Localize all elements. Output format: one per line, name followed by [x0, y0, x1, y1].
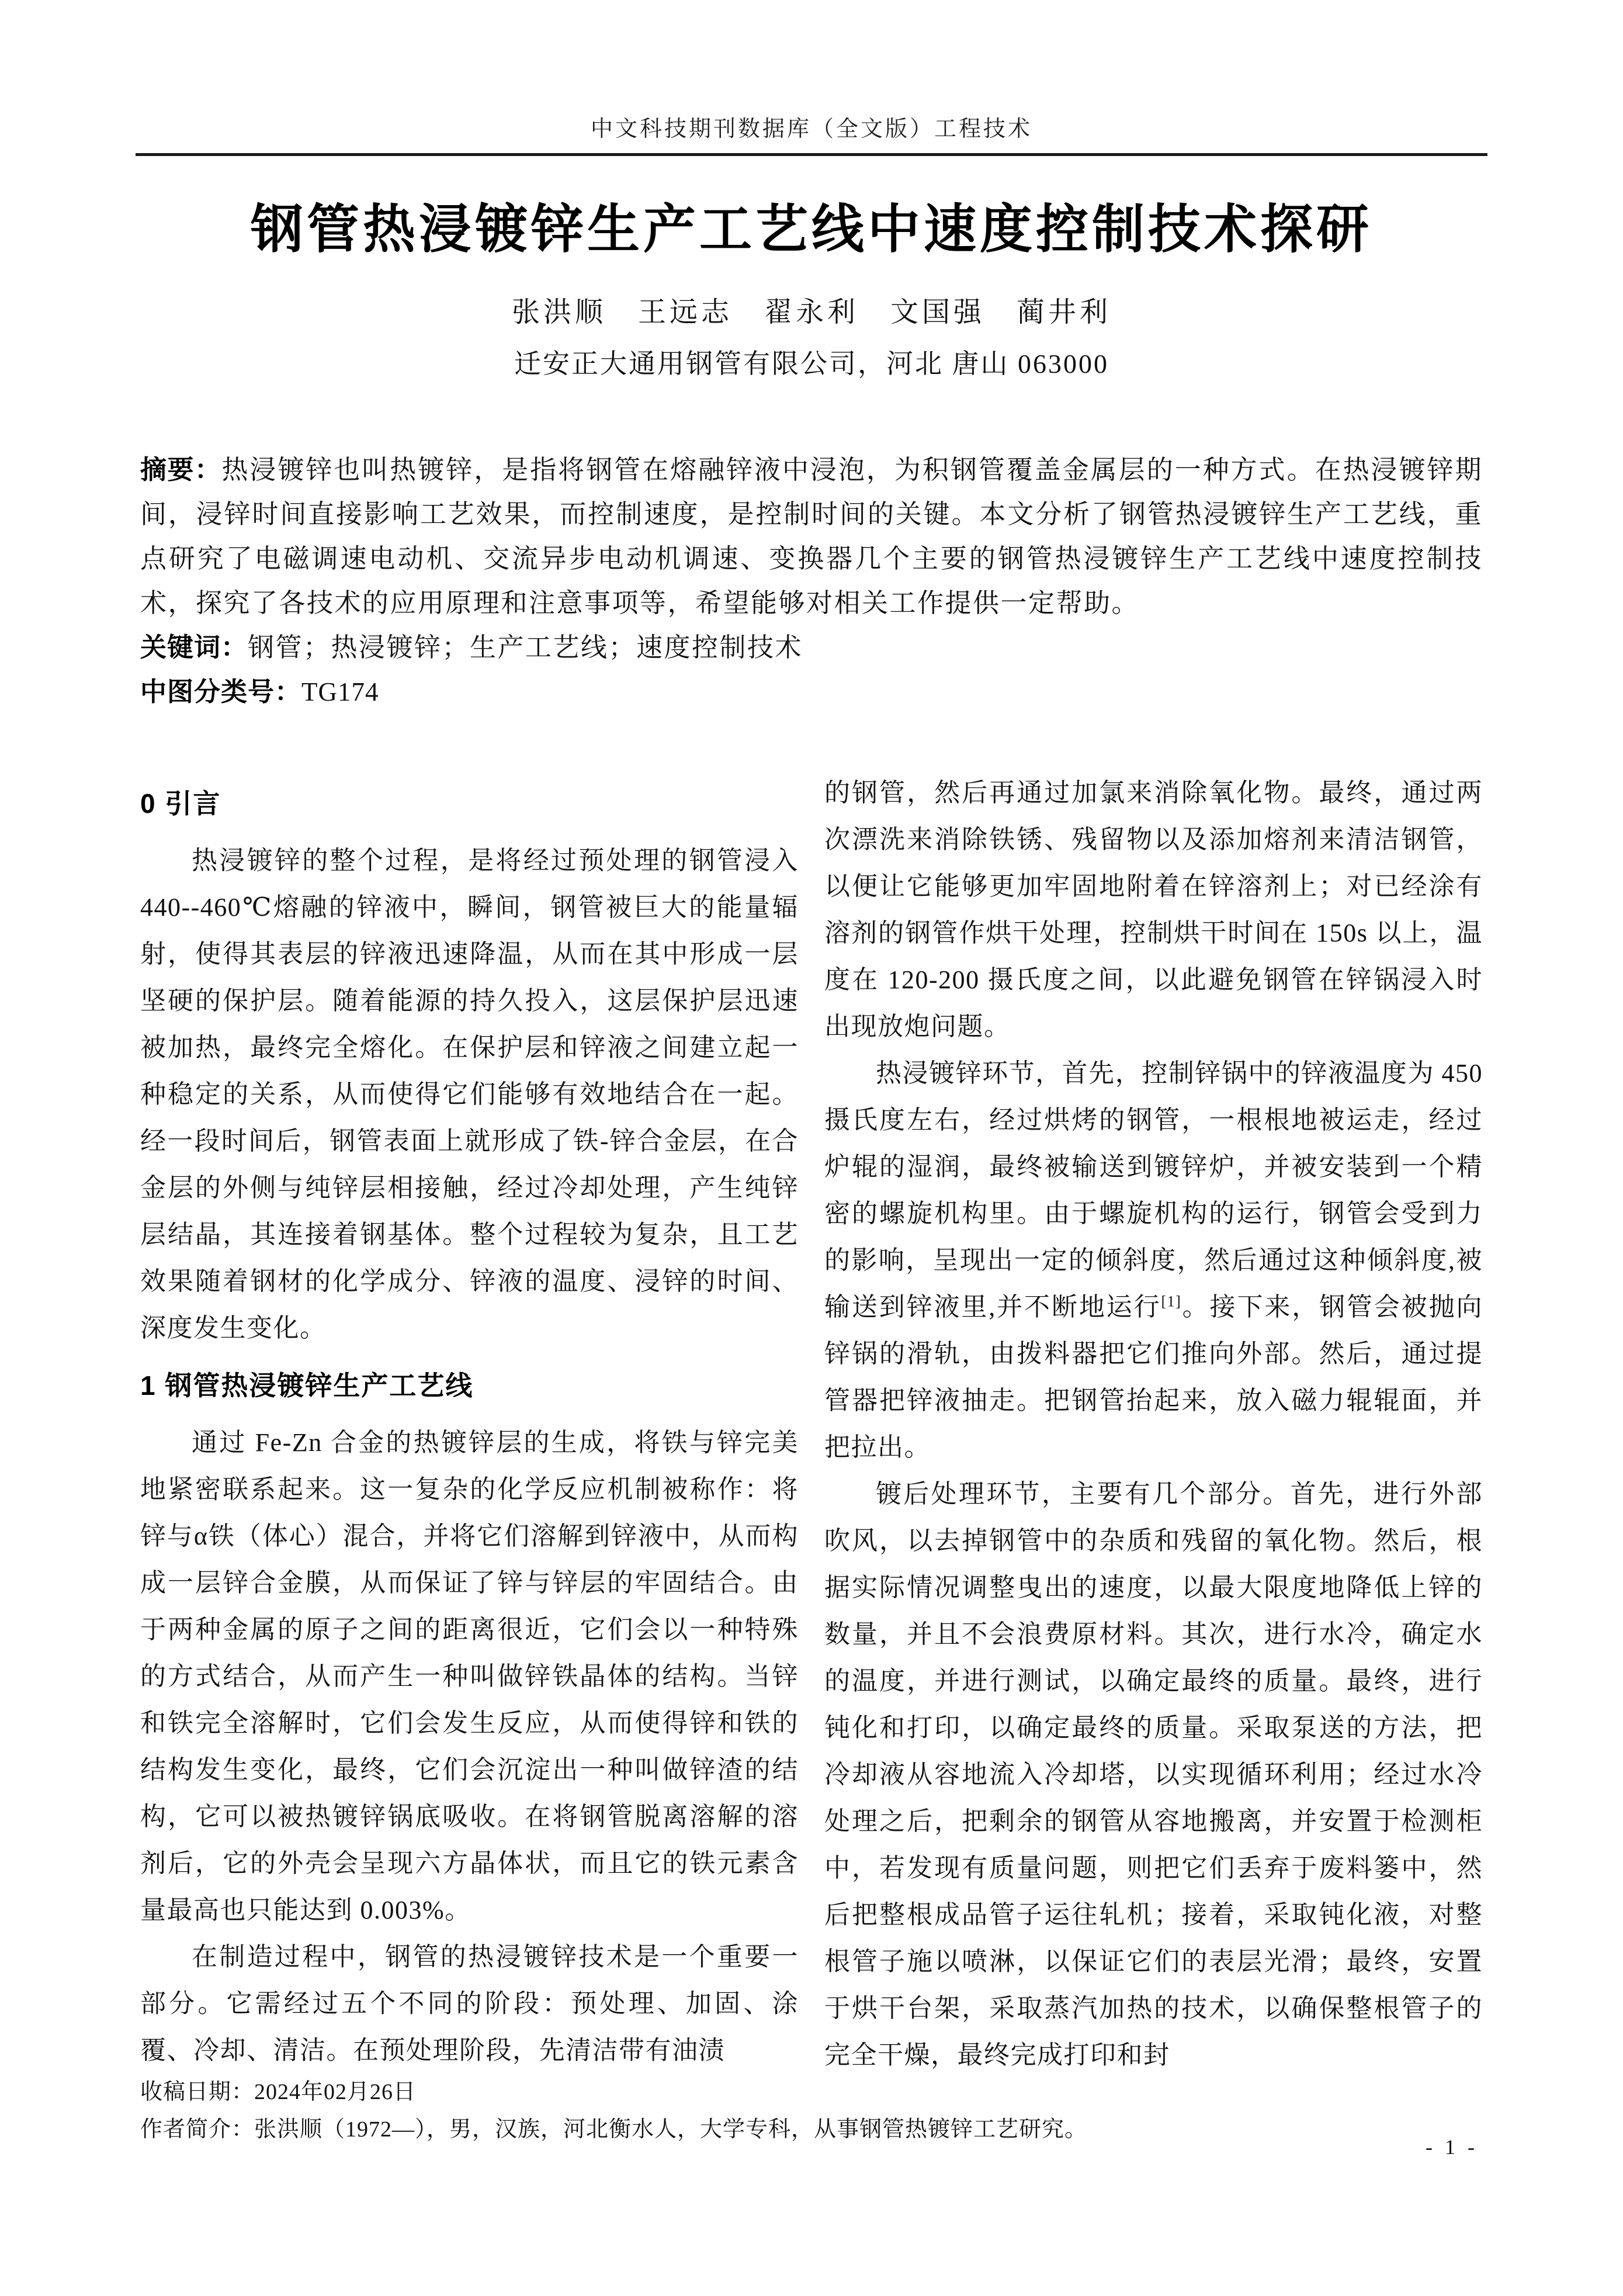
page-number: - 1 -: [1426, 2135, 1478, 2159]
right-column: [824, 770, 1483, 2079]
citation-marker: [1]: [1161, 1293, 1182, 1310]
keywords-line: [140, 625, 1483, 670]
text-run: 。接下来，钢管会被抛向锌锅的滑轨，由拨料器把它们推向外部。然后，通过提管器把锌液抽走。把钢管抬起来，放入磁力辊辊面，并把拉出。: [824, 1293, 1483, 1462]
received-date-label: 收稿日期：: [140, 2080, 255, 2104]
clc-label: 中图分类号：: [140, 677, 302, 707]
author-bio-line: [140, 2111, 1367, 2148]
paragraph: [140, 1934, 799, 2074]
section-heading: 1 钢管热浸镀锌生产工艺线: [140, 1370, 474, 1401]
authors-line: 张洪顺 王远志 翟永利 文国强 蔺井利: [511, 297, 1111, 328]
paragraph: [824, 1471, 1483, 2079]
text-run: 镀后处理环节，主要有几个部分。首先，进行外部吹风，以去掉钢管中的杂质和残留的氧化物。然后，根据实际情况调整曳出的速度，以最大限度地降低上锌的数量，并且不会浪费原材料。其次，进行水冷，确定水的温度，并进行测试，以确定最终的质量。最终，进行钝化和打印，以确定最终的质量。采取泵送的方法，把冷却液从容地流入冷却塔，以实现循环利用；经过水冷处理之后，把剩余的钢管从容地搬离，并安置于检测柜中，若发现有质量问题，则把它们丢弃于废料篓中，然后把整根成品管子运往轧机；接着，采取钝化液，对整根管子施以喷淋，以保证它们的表层光滑；最终，安置于烘干台架，采取蒸汽加热的技术，以确保整根管子的完全干燥，最终完成打印和封: [824, 1480, 1483, 2069]
keywords-label: 关键词：: [140, 632, 248, 662]
text-run: 通过 Fe-Zn 合金的热镀锌层的生成，将铁与锌完美地紧密联系起来。这一复杂的化学反应机制被称作：将锌与α铁（体心）混合，并将它们溶解到锌液中，从而构成一层锌合金膜，从而保证了锌与锌层的牢固结合。由于两种金属的原子之间的距离很近，它们会以一种特殊的方式结合，从而产生一种叫做锌铁晶体的结构。当锌和铁完全溶解时，它们会发生反应，从而使得锌和铁的结构发生变化，最终，它们会沉淀出一种叫做锌渣的结构，它可以被热镀锌锅底吸收。在将钢管脱离溶解的溶剂后，它的外壳会呈现六方晶体状，而且它的铁元素含量最高也只能达到 0.003%。: [140, 1428, 799, 1924]
received-date-value: 2024年02月26日: [254, 2080, 417, 2104]
paragraph: [824, 770, 1483, 1050]
text-run: 热浸镀锌环节，首先，控制锌锅中的锌液温度为 450 摄氏度左右，经过烘烤的钢管，一根根地被运走，经过炉辊的湿润，最终被输送到镀锌炉，并被安装到一个精密的螺旋机构里。由于螺旋机构的运行，钢管会受到力的影响，呈现出一定的倾斜度，然后通过这种倾斜度,被输送到锌液里,并不断地运行: [824, 1059, 1483, 1321]
paragraph: [824, 1050, 1483, 1471]
abstract-text: 热浸镀锌也叫热镀锌，是指将钢管在熔融锌液中浸泡，为积钢管覆盖金属层的一种方式。在热浸镀锌期间，浸锌时间直接影响工艺效果，而控制速度，是控制时间的关键。本文分析了钢管热浸镀锌生产工艺线，重点研究了电磁调速电动机、交流异步电动机调速、变换器几个主要的钢管热浸镀锌生产工艺线中速度控制技术，探究了各技术的应用原理和注意事项等，希望能够对相关工作提供一定帮助。: [140, 455, 1483, 618]
left-column: [140, 770, 799, 2079]
text-run: 热浸镀锌的整个过程，是将经过预处理的钢管浸入 440--460℃熔融的锌液中，瞬间，钢管被巨大的能量辐射，使得其表层的锌液迅速降温，从而在其中形成一层坚硬的保护层。随着能源的持久投入，这层保护层迅速被加热，最终完全熔化。在保护层和锌液之间建立起一种稳定的关系，从而使得它们能够有效地结合在一起。经一段时间后，钢管表面上就形成了铁-锌合金层，在合金层的外侧与纯锌层相接触，经过冷却处理，产生纯锌层结晶，其连接着钢基体。整个过程较为复杂，且工艺效果随着钢材的化学成分、锌液的温度、浸锌的时间、深度发生变化。: [140, 846, 799, 1342]
author-bio-text: 张洪顺（1972—），男，汉族，河北衡水人，大学专科，从事钢管热镀锌工艺研究。: [254, 2117, 1088, 2142]
clc-line: [140, 670, 1483, 714]
author-bio-label: 作者简介：: [140, 2117, 255, 2142]
text-run: 的钢管，然后再通过加氯来消除氧化物。最终，通过两次漂洗来消除铁锈、残留物以及添加熔剂来清洁钢管，以便让它能够更加牢固地附着在锌溶剂上；对已经涂有溶剂的钢管作烘干处理，控制烘干时间在 150s 以上，温度在 120-200 摄氏度之间，以此避免钢管在锌锅浸入时出现放炮问题。: [824, 778, 1483, 1041]
section-heading: 0 引言: [140, 788, 221, 819]
paper-title: 钢管热浸镀锌生产工艺线中速度控制技术探研: [251, 200, 1372, 259]
abstract-block: [140, 448, 1483, 625]
received-date-line: [140, 2073, 1367, 2111]
abstract-label: 摘要：: [140, 455, 222, 484]
journal-header: 中文科技期刊数据库（全文版）工程技术: [590, 117, 1032, 141]
affiliation-line: 迁安正大通用钢管有限公司，河北 唐山 063000: [514, 349, 1109, 379]
clc-value: TG174: [301, 677, 379, 707]
footnote-block: [140, 2073, 1367, 2148]
keywords-text: 钢管；热浸镀锌；生产工艺线；速度控制技术: [248, 633, 803, 662]
paragraph: [140, 837, 799, 1352]
two-column-body: [140, 770, 1483, 2079]
paragraph: [140, 1419, 799, 1934]
text-run: 在制造过程中，钢管的热浸镀锌技术是一个重要一部分。它需经过五个不同的阶段：预处理、加固、涂覆、冷却、清洁。在预处理阶段，先清洁带有油渍: [140, 1942, 799, 2065]
header-rule: [136, 153, 1487, 156]
